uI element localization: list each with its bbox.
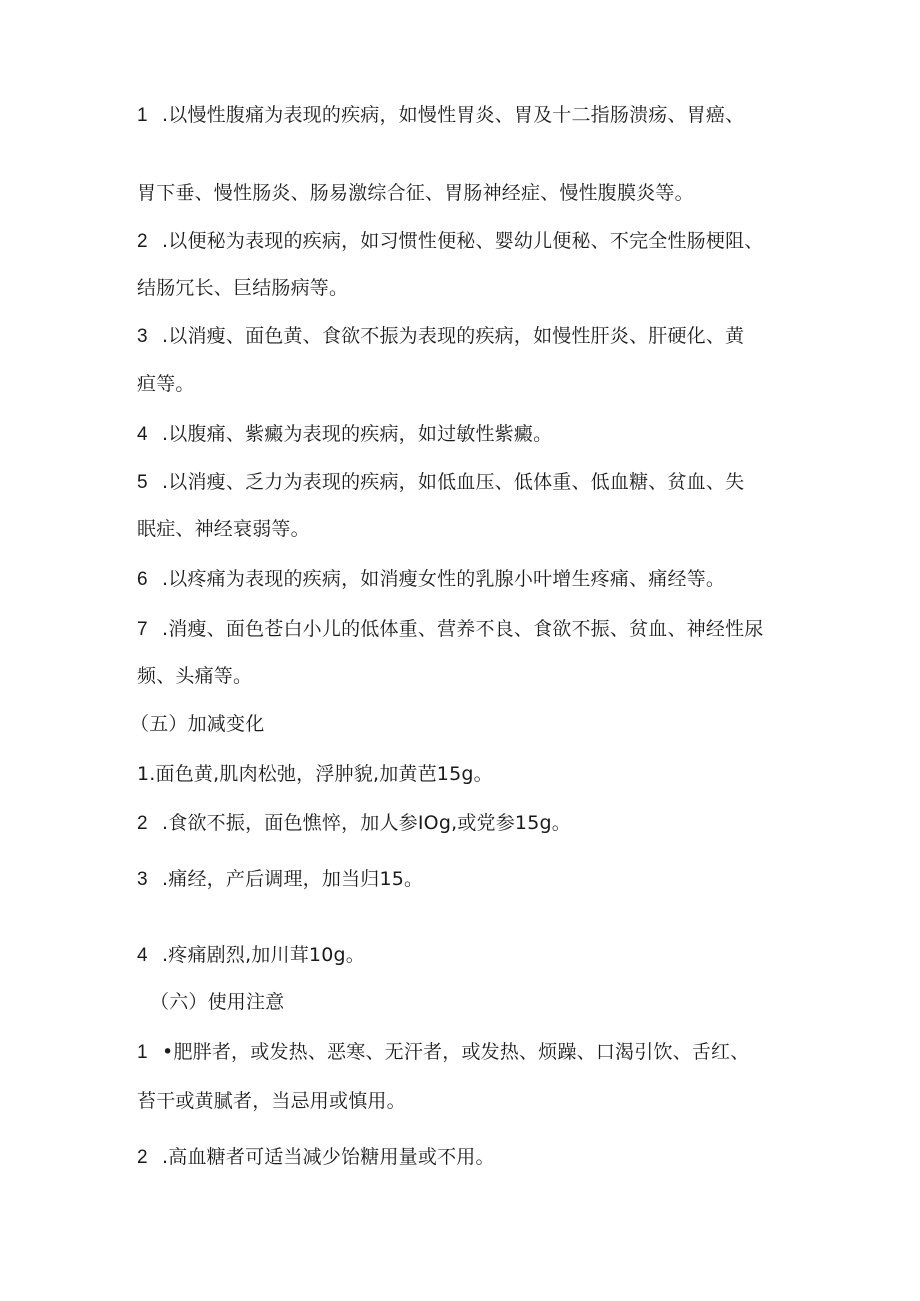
indication-5-line-1 [137,470,744,495]
list-text: .疼痛剧烈,加川茸10g。 [162,944,365,966]
list-text: .以便秘为表现的疾病，如习惯性便秘、婴幼儿便秘、不完全性肠梗阻、 [162,230,764,252]
indication-4-line-1 [137,422,552,447]
section-heading-precautions: （六）使用注意 [150,991,285,1013]
modification-4 [137,943,365,968]
list-number: 6 [137,569,148,590]
list-number: 2 [137,813,148,834]
indication-7-line-2: 频、头痛等。 [137,665,253,687]
list-number: 4 [137,945,148,966]
list-text: .以消瘦、乏力为表现的疾病，如低血压、低体重、低血糖、贫血、失 [162,471,745,493]
list-number: 3 [137,869,148,890]
indication-2-line-1 [137,229,763,254]
precaution-1-line-1 [137,1040,749,1065]
indication-1-line-1 [137,103,744,128]
list-number: 1 [137,1042,148,1063]
modification-2 [137,811,571,836]
list-text: .以消瘦、面色黄、食欲不振为表现的疾病，如慢性肝炎、肝硬化、黄 [162,325,745,347]
modification-1: 1.面色黄,肌肉松弛，浮肿貌,加黄芭15g。 [137,763,493,785]
indication-1-line-2: 胃下垂、慢性肠炎、肠易激综合征、胃肠神经症、慢性腹膜炎等。 [137,182,694,204]
modification-3 [137,867,423,892]
precaution-2 [137,1145,495,1170]
list-text: .以腹痛、紫癜为表现的疾病，如过敏性紫癜。 [162,423,553,445]
indication-7-line-1 [137,617,763,642]
list-number: 3 [137,326,148,347]
list-text: .以慢性腹痛为表现的疾病，如慢性胃炎、胃及十二指肠溃疡、胃癌、 [162,104,745,126]
list-number: 5 [137,472,148,493]
indication-6-line-1 [137,567,725,592]
list-text: .消瘦、面色苍白小儿的低体重、营养不良、食欲不振、贫血、神经性尿 [162,618,764,640]
list-text: .痛经，产后调理，加当归15。 [162,868,424,890]
list-number: 4 [137,424,148,445]
list-text: .高血糖者可适当减少饴糖用量或不用。 [162,1146,495,1168]
list-number: 1 [137,105,148,126]
indication-2-line-2: 结肠冗长、巨结肠病等。 [137,277,349,299]
list-text: .食欲不振，面色憔悴，加人参IOg,或党参15g。 [162,812,571,834]
list-text: •肥胖者，或发热、恶寒、无汗者，或发热、烦躁、口渴引饮、舌红、 [162,1041,750,1063]
precaution-1-line-2: 苔干或黄腻者，当忌用或慎用。 [137,1090,406,1112]
indication-3-line-1 [137,324,744,349]
indication-5-line-2: 眠症、神经衰弱等。 [137,518,310,540]
indication-3-line-2: 疸等。 [137,373,195,395]
list-number: 2 [137,1147,148,1168]
list-number: 2 [137,231,148,252]
list-text: .以疼痛为表现的疾病，如消瘦女性的乳腺小叶增生疼痛、痛经等。 [162,568,726,590]
list-number: 7 [137,619,148,640]
section-heading-modifications: （五）加减变化 [130,713,265,735]
